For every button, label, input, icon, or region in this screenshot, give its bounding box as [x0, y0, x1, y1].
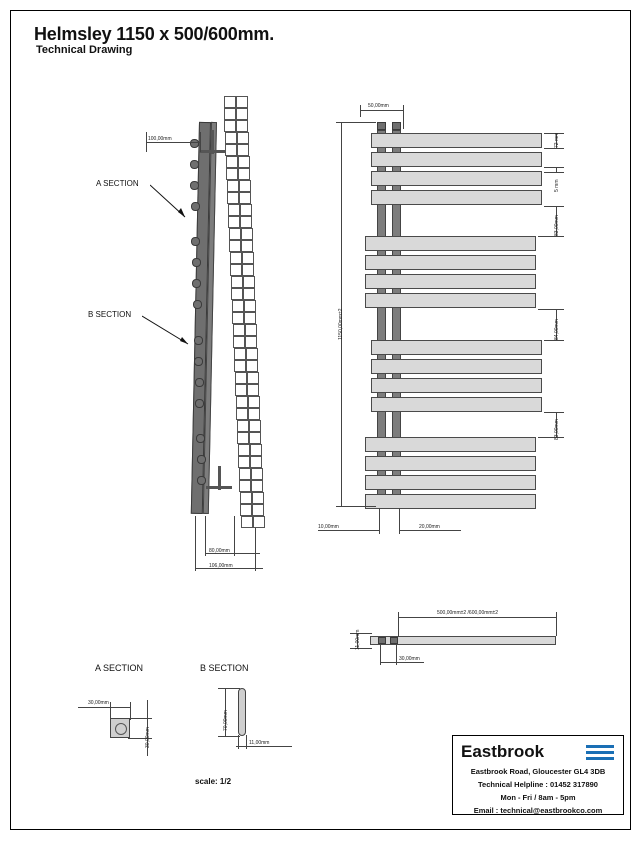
- side-bottom-stem: [218, 466, 221, 490]
- panel-height-ext-2: [544, 148, 564, 149]
- side-fin: [190, 139, 199, 148]
- front-panel: [371, 340, 542, 355]
- side-top-offset-dim: 100,00mm: [148, 136, 172, 142]
- plan-height-ext-1: [350, 633, 372, 634]
- pitch3-ext-1: [544, 412, 564, 413]
- front-height-ext-top: [336, 122, 376, 123]
- pitch1-ext-2: [538, 236, 564, 237]
- company-email[interactable]: Email : technical@eastbrookco.com: [473, 806, 603, 815]
- b-section-height-dim: 70,00mm: [223, 710, 229, 731]
- panel-gap-dim: 5 mm: [554, 179, 560, 192]
- front-panel: [365, 437, 536, 452]
- b-height-ext-2: [218, 736, 240, 737]
- bottom-right-dim: 20,00mm: [419, 524, 440, 530]
- side-fin: [193, 300, 202, 309]
- front-panel: [365, 236, 536, 251]
- b-section-shape: [238, 688, 246, 736]
- side-fin: [195, 378, 204, 387]
- b-section-callout-label: B SECTION: [88, 310, 132, 319]
- front-panel: [365, 255, 536, 270]
- panel-height-dim: 72 mm: [554, 132, 560, 148]
- pitch2-ext-1: [538, 309, 564, 310]
- plan-bracket-spacing-dim: 30,00mm: [399, 656, 420, 662]
- side-fin: [195, 399, 204, 408]
- gap-ext-2: [544, 172, 564, 173]
- side-fin: [197, 476, 206, 485]
- side-top-stem: [211, 130, 214, 154]
- bottom-right-dim-line: [399, 530, 461, 531]
- company-info-box: [452, 735, 624, 815]
- side-fin: [191, 237, 200, 246]
- group-pitch-1-dim: 83,00mm: [554, 215, 560, 236]
- front-top-dim-ext-1: [360, 105, 361, 117]
- plan-width-dim: 500,00mm±2 /600,00mm±2: [437, 610, 499, 616]
- plan-bracket-ext-2: [396, 645, 397, 665]
- company-hours: Mon - Fri / 8am - 5pm: [500, 793, 576, 802]
- front-panel: [365, 494, 536, 509]
- side-top-dim-ext-2: [200, 132, 201, 152]
- front-top-dim-line: [360, 110, 404, 111]
- front-top-bracket-width-dim: 50,00mm: [368, 103, 389, 109]
- b-section-width-dim: 11,00mm: [249, 740, 270, 746]
- plan-bracket-ext-1: [380, 645, 381, 665]
- front-top-bracket-right: [392, 122, 401, 130]
- pitch2-ext-2: [544, 340, 564, 341]
- side-fin: [192, 279, 201, 288]
- front-panel: [365, 274, 536, 289]
- company-address: Eastbrook Road, Gloucester GL4 3DB: [470, 767, 606, 776]
- a-width-dim-line: [78, 707, 130, 708]
- bottom-left-dim-line: [318, 530, 380, 531]
- pitch1-ext-1: [544, 206, 564, 207]
- page-subtitle: Technical Drawing: [36, 44, 133, 56]
- a-width-ext-1: [110, 702, 111, 720]
- side-fin: [192, 258, 201, 267]
- plan-bracket-right: [390, 637, 398, 644]
- side-fin: [197, 455, 206, 464]
- bottom-left-ext: [379, 508, 380, 534]
- front-panel: [371, 152, 542, 167]
- a-section-callout-label: A SECTION: [96, 179, 139, 188]
- page-title: Helmsley 1150 x 500/600mm.: [34, 24, 274, 44]
- front-overall-height-dim: 1150,00mm±2: [338, 308, 344, 340]
- side-top-dim-ext-1: [146, 132, 147, 152]
- plan-height-dim: 11,00mm: [355, 629, 361, 650]
- bottom-left-dim: 10,00mm: [318, 524, 339, 530]
- b-height-ext-1: [218, 688, 240, 689]
- front-panel: [371, 397, 542, 412]
- plan-width-ext-1: [398, 612, 399, 636]
- a-section-height-dim: 30,00mm: [145, 727, 151, 748]
- gap-ext-1: [544, 167, 564, 168]
- plan-width-dim-line: [398, 617, 556, 618]
- front-panel: [371, 190, 542, 205]
- group-pitch-2-dim: 84,00mm: [554, 319, 560, 340]
- b-width-ext-1: [238, 735, 239, 749]
- side-fin: [194, 357, 203, 366]
- side-fin: [196, 434, 205, 443]
- depth-inner-ext-1: [205, 516, 206, 556]
- a-height-ext-1: [128, 718, 152, 719]
- bottom-right-ext: [399, 508, 400, 534]
- b-section-detail-title: B SECTION: [200, 663, 249, 673]
- group-pitch-3-dim: 83,00mm: [554, 419, 560, 440]
- depth-inner-ext-2: [234, 516, 235, 556]
- front-panel: [365, 293, 536, 308]
- front-panel: [371, 378, 542, 393]
- a-section-leader: [150, 183, 200, 225]
- a-section-width-dim: 30,00mm: [88, 700, 109, 706]
- depth-outer-ext-2: [255, 528, 256, 571]
- front-panel: [371, 359, 542, 374]
- side-fin: [190, 160, 199, 169]
- pitch3-ext-2: [538, 437, 564, 438]
- scale-label: scale: 1/2: [195, 777, 232, 786]
- front-top-bracket-left: [377, 122, 386, 130]
- plan-bracket-dim-line: [380, 662, 424, 663]
- depth-outer-dim: 106,00mm: [209, 563, 233, 569]
- a-section-detail-title: A SECTION: [95, 663, 144, 673]
- eastbrook-logo-icon: [586, 745, 614, 763]
- a-section-bore: [115, 723, 127, 735]
- plan-bracket-left: [378, 637, 386, 644]
- b-section-leader: [142, 314, 197, 354]
- company-name: Eastbrook: [461, 742, 545, 761]
- side-top-dim-line: [146, 142, 201, 143]
- front-top-dim-ext-2: [403, 105, 404, 129]
- front-panel: [365, 475, 536, 490]
- front-height-ext-bottom: [336, 506, 376, 507]
- depth-inner-dim: 80,00mm: [209, 548, 230, 554]
- plan-height-ext-2: [350, 648, 372, 649]
- b-width-dim-line: [236, 746, 292, 747]
- front-panel: [371, 133, 542, 148]
- depth-outer-ext-1: [195, 516, 196, 571]
- front-panel: [371, 171, 542, 186]
- front-panel: [365, 456, 536, 471]
- b-width-ext-2: [246, 735, 247, 749]
- company-helpline: Technical Helpline : 01452 317890: [478, 780, 598, 789]
- plan-width-ext-2: [556, 612, 557, 636]
